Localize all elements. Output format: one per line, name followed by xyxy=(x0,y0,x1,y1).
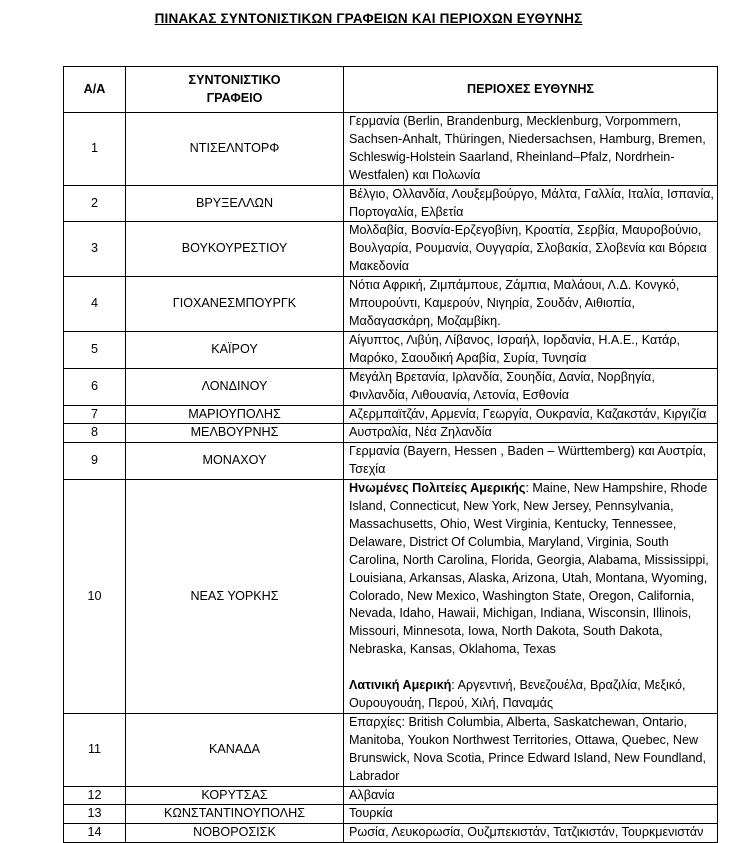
office-name: ΚΑΪΡΟΥ xyxy=(126,331,344,368)
regions-text: Γερμανία (Berlin, Brandenburg, Mecklenburg, Vorpommern, Sachsen-Anhalt, Thüringen, Niedersachsen, Hamburg, Bremen, Schleswig-Holstein Saarland, Rheinland–Pfalz, Nordrhein-Westfalen) και Πολωνία xyxy=(344,113,718,186)
latin-label: Λατινική Αμερική xyxy=(349,678,452,693)
table-row xyxy=(64,113,718,186)
table-row xyxy=(64,713,718,786)
regions-text: Βέλγιο, Ολλανδία, Λουξεμβούργο, Μάλτα, Γαλλία, Ιταλία, Ισπανία, Πορτογαλία, Ελβετία xyxy=(344,185,718,222)
header-office xyxy=(126,67,344,113)
table-row xyxy=(64,222,718,277)
table-row xyxy=(64,480,718,714)
row-number: 12 xyxy=(64,786,126,805)
table-row xyxy=(64,185,718,222)
row-number: 14 xyxy=(64,824,126,843)
header-office-line1: ΣΥΝΤΟΝΙΣΤΙΚΟ xyxy=(188,72,281,87)
regions-text: Ρωσία, Λευκορωσία, Ουζμπεκιστάν, Τατζικιστάν, Τουρκμενιστάν xyxy=(344,824,718,843)
regions-text: Μεγάλη Βρετανία, Ιρλανδία, Σουηδία, Δανία, Νορβηγία, Φινλανδία, Λιθουανία, Λετονία, Εσθονία xyxy=(344,368,718,405)
header-regions: ΠΕΡΙΟΧΕΣ ΕΥΘΥΝΗΣ xyxy=(344,67,718,113)
latin-regions: : Αργεντινή, Βενεζουέλα, Βραζιλία, Μεξικό, Ουρουγουάη, Περού, Χιλή, Παναμάς xyxy=(349,678,686,710)
office-name: ΝΤΙΣΕΛΝΤΟΡΦ xyxy=(126,113,344,186)
office-name: ΛΟΝΔΙΝΟΥ xyxy=(126,368,344,405)
row-number: 11 xyxy=(64,713,126,786)
row-number: 8 xyxy=(64,424,126,443)
row-number: 9 xyxy=(64,443,126,480)
regions-text: Νότια Αφρική, Ζιμπάμπουε, Ζάμπια, Μαλάουι, Λ.Δ. Κονγκό, Μπουρούντι, Καμερούν, Νιγηρία, Σουδάν, Αιθιοπία, Μαδαγασκάρη, Μοζαμβίκη. xyxy=(344,277,718,332)
regions-text: Αζερμπαϊτζάν, Αρμενία, Γεωργία, Ουκρανία, Καζακστάν, Κιργιζία xyxy=(344,405,718,424)
office-name: ΝΟΒΟΡΟΣΙΣΚ xyxy=(126,824,344,843)
row-number: 6 xyxy=(64,368,126,405)
header-office-line2: ΓΡΑΦΕΙΟ xyxy=(206,90,263,105)
office-name: ΜΟΝΑΧΟΥ xyxy=(126,443,344,480)
regions-text: Αυστραλία, Νέα Ζηλανδία xyxy=(344,424,718,443)
row-number: 1 xyxy=(64,113,126,186)
table-row xyxy=(64,368,718,405)
row-number: 5 xyxy=(64,331,126,368)
regions-text: Τουρκία xyxy=(344,805,718,824)
office-name: ΚΟΡΥΤΣΑΣ xyxy=(126,786,344,805)
row-number: 3 xyxy=(64,222,126,277)
office-name: ΜΕΛΒΟΥΡΝΗΣ xyxy=(126,424,344,443)
table-header-row xyxy=(64,67,718,113)
row-number: 2 xyxy=(64,185,126,222)
office-name: ΝΕΑΣ ΥΟΡΚΗΣ xyxy=(126,480,344,714)
row-number: 13 xyxy=(64,805,126,824)
office-name: ΚΑΝΑΔΑ xyxy=(126,713,344,786)
regions-text: Αλβανία xyxy=(344,786,718,805)
header-index: Α/Α xyxy=(64,67,126,113)
office-name: ΜΑΡΙΟΥΠΟΛΗΣ xyxy=(126,405,344,424)
regions-text: Αίγυπτος, Λιβύη, Λίβανος, Ισραήλ, Ιορδανία, Η.Α.Ε., Κατάρ, Μαρόκο, Σαουδική Αραβία, Συρία, Τυνησία xyxy=(344,331,718,368)
row-number: 7 xyxy=(64,405,126,424)
office-name: ΓΙΟΧΑΝΕΣΜΠΟΥΡΓΚ xyxy=(126,277,344,332)
offices-table xyxy=(63,66,718,843)
table-row xyxy=(64,786,718,805)
us-label: Ηνωμένες Πολιτείες Αμερικής xyxy=(349,481,526,496)
regions-text: Γερμανία (Bayern, Hessen , Baden – Württemberg) και Αυστρία, Τσεχία xyxy=(344,443,718,480)
table-row xyxy=(64,805,718,824)
table-row xyxy=(64,277,718,332)
regions-text: Επαρχίες: British Columbia, Alberta, Saskatchewan, Ontario, Manitoba, Youkon Northwest Territories, Ottawa, Quebec, New Brunswick, Nova Scotia, Prince Edward Island, New Foundland, Labrador xyxy=(344,713,718,786)
regions-text xyxy=(344,480,718,714)
table-row xyxy=(64,405,718,424)
table-row xyxy=(64,824,718,843)
page-title: ΠΙΝΑΚΑΣ ΣΥΝΤΟΝΙΣΤΙΚΩΝ ΓΡΑΦΕΙΩΝ ΚΑΙ ΠΕΡΙΟΧΩΝ ΕΥΘΥΝΗΣ xyxy=(154,11,583,26)
office-name: ΚΩΝΣΤΑΝΤΙΝΟΥΠΟΛΗΣ xyxy=(126,805,344,824)
office-name: ΒΟΥΚΟΥΡΕΣΤΙΟΥ xyxy=(126,222,344,277)
table-row xyxy=(64,443,718,480)
table-row xyxy=(64,424,718,443)
table-row xyxy=(64,331,718,368)
row-number: 4 xyxy=(64,277,126,332)
regions-text: Μολδαβία, Βοσνία-Ερζεγοβίνη, Κροατία, Σερβία, Μαυροβούνιο, Βουλγαρία, Ρουμανία, Ουγγαρία, Σλοβακία, Σλοβενία και Βόρεια Μακεδονία xyxy=(344,222,718,277)
office-name: ΒΡΥΞΕΛΛΩΝ xyxy=(126,185,344,222)
row-number: 10 xyxy=(64,480,126,714)
us-regions: : Maine, New Hampshire, Rhode Island, Connecticut, New York, New Jersey, Pennsylvania, Massachusetts, Ohio, West Virginia, Kentucky, Tennessee, Delaware, District Of Columbia, Maryland, Virginia, South Carolina, North Carolina, Florida, Georgia, Alabama, Mississippi, Louisiana, Arkansas, Alaska, Arizona, Utah, Montana, Wyoming, Colorado, New Mexico, Washington State, Oregon, California, Nevada, Idaho, Hawaii, Michigan, Indiana, Wisconsin, Illinois, Missouri, Minnesota, Iowa, North Dakota, South Dakota, Nebraska, Kansas, Oklahoma, Texas xyxy=(349,481,709,657)
